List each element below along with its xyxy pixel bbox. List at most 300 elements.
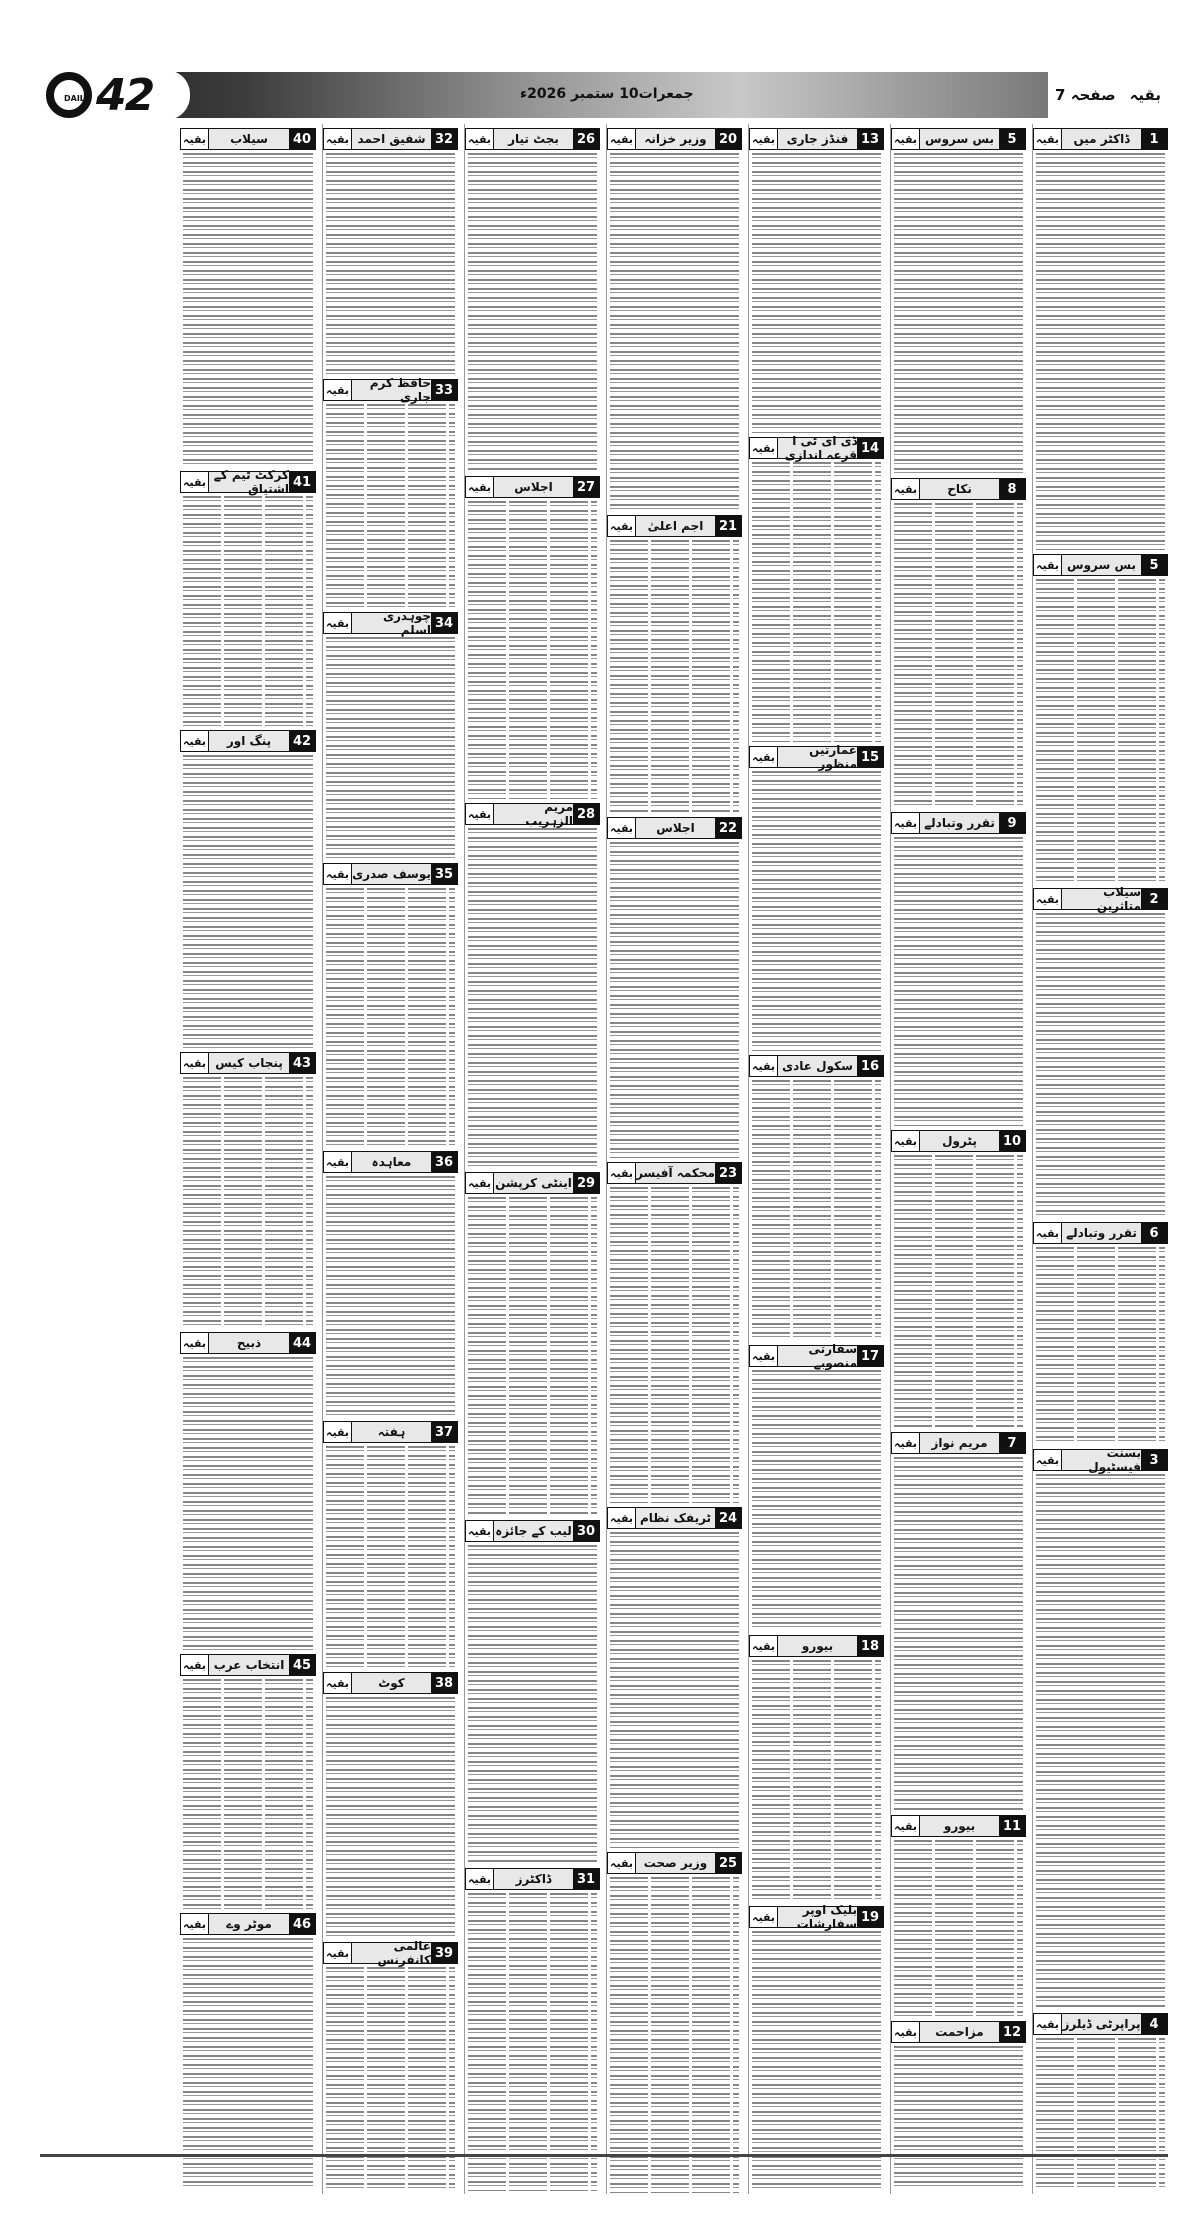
article-body-text	[183, 1357, 313, 1650]
article-heading	[607, 1162, 742, 1184]
article-number: 37	[431, 1422, 457, 1442]
continued-label: بقیہ	[324, 1152, 352, 1172]
issue-date: جمعرات10 ستمبر 2026ء	[520, 86, 694, 102]
article-heading	[1033, 128, 1168, 150]
article-body-text	[610, 1877, 739, 2193]
article-number: 14	[857, 438, 883, 458]
article-body-text	[326, 1176, 455, 1417]
column-7	[180, 124, 316, 2194]
article-body-text	[468, 1893, 597, 2191]
article-title: بسنت فیسٹیول	[1062, 1450, 1141, 1470]
article-title: حافظ کرم جاری	[352, 380, 431, 400]
article-number: 3	[1141, 1450, 1167, 1470]
continued-label: بقیہ	[750, 1346, 778, 1366]
article-continuation	[465, 1868, 600, 2191]
article-continuation	[749, 1342, 884, 1631]
continued-label: بقیہ	[1034, 1223, 1062, 1243]
continued-label: بقیہ	[608, 129, 636, 149]
article-body-text	[610, 153, 739, 511]
article-continuation	[180, 1052, 316, 1328]
article-body-text	[1036, 1474, 1165, 2009]
article-heading	[891, 128, 1026, 150]
article-title: وزیر خزانہ	[636, 129, 715, 149]
continued-label: بقیہ	[466, 129, 494, 149]
article-heading	[180, 468, 316, 496]
article-body-text	[183, 1938, 313, 2189]
article-heading	[465, 1520, 600, 1542]
article-title: ٹریفک نظام	[636, 1508, 715, 1528]
article-number: 11	[999, 1816, 1025, 1836]
article-title: ڈاکٹر میں	[1062, 129, 1141, 149]
article-heading	[749, 743, 884, 771]
article-body-text	[610, 540, 739, 813]
article-number: 27	[573, 477, 599, 497]
article-continuation	[607, 1162, 742, 1503]
continued-label: بقیہ	[892, 2022, 920, 2042]
article-continuation	[607, 1852, 742, 2193]
article-number: 40	[289, 129, 315, 149]
article-heading	[891, 478, 1026, 500]
article-number: 4	[1141, 2014, 1167, 2034]
article-heading	[607, 817, 742, 839]
article-heading	[607, 1507, 742, 1529]
article-continuation	[891, 1815, 1026, 2017]
article-number: 8	[999, 479, 1025, 499]
article-number: 45	[289, 1655, 315, 1675]
continued-label: بقیہ	[892, 479, 920, 499]
article-heading	[323, 128, 458, 150]
article-heading	[749, 128, 884, 150]
continued-label: بقیہ	[892, 813, 920, 833]
article-body-text	[752, 1080, 881, 1341]
article-continuation	[465, 800, 600, 1168]
article-heading	[180, 1052, 316, 1074]
article-number: 13	[857, 129, 883, 149]
article-number: 43	[289, 1053, 315, 1073]
article-body-text	[752, 153, 881, 433]
article-number: 39	[431, 1943, 457, 1963]
article-body-text	[468, 828, 597, 1168]
article-body-text	[326, 404, 455, 608]
article-heading	[749, 434, 884, 462]
logo-number: 42	[96, 69, 154, 121]
article-body-text	[468, 1197, 597, 1516]
article-heading	[891, 2021, 1026, 2043]
article-continuation	[891, 812, 1026, 1126]
article-body-text	[326, 1697, 455, 1938]
article-body-text	[1036, 2038, 1165, 2190]
article-body-text	[752, 771, 881, 1051]
article-body-text	[326, 153, 455, 375]
continued-label: بقیہ	[750, 1907, 778, 1927]
article-continuation	[323, 1939, 458, 2189]
continued-label: بقیہ	[466, 1521, 494, 1541]
article-number: 20	[715, 129, 741, 149]
continued-label: بقیہ	[1034, 2014, 1062, 2034]
article-body-text	[183, 496, 313, 726]
article-title: اینٹی کرپشن	[494, 1173, 573, 1193]
article-continuation	[1033, 128, 1168, 550]
article-heading	[465, 476, 600, 498]
continued-label: بقیہ	[181, 1914, 209, 1934]
article-number: 30	[573, 1521, 599, 1541]
article-continuation	[180, 1913, 316, 2189]
article-number: 7	[999, 1433, 1025, 1453]
article-number: 26	[573, 129, 599, 149]
logo-daily-text: DAILY	[64, 94, 90, 103]
article-title: یوسف صدری	[352, 864, 431, 884]
continued-label: بقیہ	[181, 731, 209, 751]
section-label: بقیہ	[1129, 86, 1161, 104]
article-heading	[891, 1432, 1026, 1454]
continued-label: بقیہ	[324, 380, 352, 400]
article-title: تقرر وتبادلے	[1062, 1223, 1141, 1243]
article-number: 5	[1141, 555, 1167, 575]
article-heading	[323, 1672, 458, 1694]
article-title: سیلاب متاثرین	[1062, 889, 1141, 909]
article-title: پٹرول	[920, 1131, 999, 1151]
article-title: فنڈز جاری	[778, 129, 857, 149]
article-number: 41	[289, 472, 315, 492]
continued-label: بقیہ	[324, 613, 352, 633]
article-heading	[1033, 554, 1168, 576]
continued-label: بقیہ	[1034, 129, 1062, 149]
column-4	[606, 124, 742, 2194]
article-title: سیلاب	[209, 129, 289, 149]
article-title: مریم نواز	[920, 1433, 999, 1453]
article-title: ڈی ای ٹی ا قرعہ اندازی	[778, 438, 857, 458]
article-number: 21	[715, 516, 741, 536]
article-continuation	[323, 128, 458, 375]
continued-label: بقیہ	[750, 1636, 778, 1656]
continued-label: بقیہ	[608, 1163, 636, 1183]
article-body-text	[894, 837, 1023, 1126]
article-continuation	[1033, 885, 1168, 1218]
article-continuation	[891, 128, 1026, 474]
column-6	[322, 124, 458, 2194]
article-body-text	[1036, 579, 1165, 884]
article-continuation	[180, 128, 316, 467]
article-heading	[465, 1172, 600, 1194]
article-continuation	[323, 609, 458, 859]
article-body-text	[752, 1370, 881, 1631]
article-heading	[1033, 1446, 1168, 1474]
article-number: 18	[857, 1636, 883, 1656]
continued-label: بقیہ	[324, 864, 352, 884]
column-1	[1032, 124, 1168, 2194]
continued-label: بقیہ	[324, 1943, 352, 1963]
article-heading	[180, 730, 316, 752]
article-title: بس سروس	[920, 129, 999, 149]
article-number: 2	[1141, 889, 1167, 909]
article-body-text	[752, 1931, 881, 2192]
article-body-text	[183, 153, 313, 467]
article-title: بلیک اوپر سفارشات	[778, 1907, 857, 1927]
article-body-text	[468, 501, 597, 799]
continued-label: بقیہ	[1034, 889, 1062, 909]
continued-label: بقیہ	[466, 1173, 494, 1193]
article-continuation	[323, 376, 458, 608]
article-number: 36	[431, 1152, 457, 1172]
article-body-text	[468, 153, 597, 472]
article-heading	[323, 1151, 458, 1173]
continued-label: بقیہ	[892, 129, 920, 149]
article-continuation	[323, 1421, 458, 1668]
article-number: 35	[431, 864, 457, 884]
article-columns	[40, 124, 1168, 2194]
article-title: سفارتی منصوبے	[778, 1346, 857, 1366]
article-heading	[607, 1852, 742, 1874]
article-heading	[465, 1868, 600, 1890]
footer-rule	[40, 2154, 1168, 2157]
article-body-text	[326, 637, 455, 859]
article-heading	[323, 376, 458, 404]
continued-label: بقیہ	[1034, 555, 1062, 575]
article-title: شفیق احمد	[352, 129, 431, 149]
article-heading	[1033, 1222, 1168, 1244]
article-continuation	[891, 478, 1026, 808]
article-continuation	[180, 730, 316, 1048]
article-heading	[465, 800, 600, 828]
article-body-text	[183, 755, 313, 1048]
article-continuation	[749, 743, 884, 1051]
article-heading	[465, 128, 600, 150]
article-number: 15	[857, 747, 883, 767]
article-continuation	[749, 128, 884, 433]
article-continuation	[465, 1520, 600, 1864]
article-body-text	[1036, 913, 1165, 1218]
article-heading	[1033, 2013, 1168, 2035]
article-number: 25	[715, 1853, 741, 1873]
newspaper-page	[40, 69, 1168, 2202]
article-body-text	[183, 1679, 313, 1909]
article-number: 44	[289, 1333, 315, 1353]
article-continuation	[891, 2021, 1026, 2190]
article-number: 29	[573, 1173, 599, 1193]
article-continuation	[180, 1332, 316, 1650]
article-title: انتخاب عرب	[209, 1655, 289, 1675]
article-title: پراپرٹی ڈیلرز	[1062, 2014, 1141, 2034]
article-number: 16	[857, 1056, 883, 1076]
daily-42-logo	[40, 70, 190, 120]
continued-label: بقیہ	[608, 1508, 636, 1528]
article-body-text	[183, 1077, 313, 1328]
article-title: معاہدہ	[352, 1152, 431, 1172]
article-body-text	[894, 1457, 1023, 1811]
article-continuation	[465, 128, 600, 472]
article-title: ہفتہ	[352, 1422, 431, 1442]
article-title: اجلاس	[494, 477, 573, 497]
article-title: عالمی کانفرنس	[352, 1943, 431, 1963]
masthead	[40, 69, 1168, 121]
article-body-text	[610, 1187, 739, 1503]
continued-label: بقیہ	[750, 1056, 778, 1076]
article-title: پنگ اور	[209, 731, 289, 751]
article-body-text	[894, 1155, 1023, 1428]
page-number-label: صفحہ 7	[1055, 86, 1116, 104]
article-number: 23	[715, 1163, 741, 1183]
article-title: اجم اعلیٰ	[636, 516, 715, 536]
continued-label: بقیہ	[750, 747, 778, 767]
continued-label: بقیہ	[892, 1433, 920, 1453]
logo-circle-mark	[46, 72, 92, 118]
article-continuation	[607, 1507, 742, 1848]
article-continuation	[180, 468, 316, 726]
continued-label: بقیہ	[324, 1673, 352, 1693]
article-body-text	[326, 1446, 455, 1668]
article-number: 38	[431, 1673, 457, 1693]
article-title: کوٹ	[352, 1673, 431, 1693]
article-title: ڈاکٹرز	[494, 1869, 573, 1889]
article-title: پنجاب کیس	[209, 1053, 289, 1073]
article-title: بیورو	[920, 1816, 999, 1836]
article-continuation	[1033, 554, 1168, 884]
article-number: 22	[715, 818, 741, 838]
article-body-text	[468, 1545, 597, 1864]
article-continuation	[749, 434, 884, 742]
article-continuation	[323, 1672, 458, 1938]
article-heading	[749, 1342, 884, 1370]
article-number: 1	[1141, 129, 1167, 149]
article-title: نکاح	[920, 479, 999, 499]
article-heading	[323, 1939, 458, 1967]
page-marker	[1048, 72, 1168, 118]
article-continuation	[891, 1130, 1026, 1428]
article-continuation	[607, 817, 742, 1158]
article-number: 10	[999, 1131, 1025, 1151]
column-5	[464, 124, 600, 2194]
article-continuation	[323, 863, 458, 1147]
continued-label: بقیہ	[608, 1853, 636, 1873]
article-body-text	[894, 1840, 1023, 2017]
article-continuation	[749, 1903, 884, 2192]
article-number: 28	[573, 804, 599, 824]
article-heading	[607, 128, 742, 150]
continued-label: بقیہ	[892, 1131, 920, 1151]
article-body-text	[1036, 153, 1165, 550]
article-number: 5	[999, 129, 1025, 149]
article-number: 17	[857, 1346, 883, 1366]
article-number: 32	[431, 129, 457, 149]
article-title: کرکٹ ٹیم کے اشتیاق	[209, 472, 289, 492]
article-title: موٹر وے	[209, 1914, 289, 1934]
article-body-text	[894, 503, 1023, 808]
article-number: 6	[1141, 1223, 1167, 1243]
article-heading	[749, 1635, 884, 1657]
article-heading	[1033, 885, 1168, 913]
article-body-text	[326, 888, 455, 1147]
article-title: اجلاس	[636, 818, 715, 838]
article-continuation	[749, 1055, 884, 1341]
article-body-text	[610, 842, 739, 1158]
column-3	[748, 124, 884, 2194]
article-title: وزیر صحت	[636, 1853, 715, 1873]
article-number: 33	[431, 380, 457, 400]
continued-label: بقیہ	[181, 1655, 209, 1675]
article-title: چوہدری اسلم	[352, 613, 431, 633]
article-continuation	[1033, 2013, 1168, 2190]
article-title: بس سروس	[1062, 555, 1141, 575]
article-continuation	[607, 128, 742, 511]
continued-label: بقیہ	[181, 1053, 209, 1073]
article-body-text	[894, 2046, 1023, 2190]
article-continuation	[180, 1654, 316, 1909]
article-number: 31	[573, 1869, 599, 1889]
continued-label: بقیہ	[466, 1869, 494, 1889]
continued-label: بقیہ	[466, 804, 494, 824]
article-continuation	[465, 1172, 600, 1516]
continued-label: بقیہ	[1034, 1450, 1062, 1470]
article-heading	[749, 1903, 884, 1931]
article-continuation	[607, 515, 742, 813]
article-continuation	[891, 1432, 1026, 1811]
article-title: محکمہ آفیسر	[636, 1163, 715, 1183]
article-title: عمارتیں منظور	[778, 747, 857, 767]
continued-label: بقیہ	[181, 129, 209, 149]
article-body-text	[610, 1532, 739, 1848]
article-title: تقرر وتبادلے	[920, 813, 999, 833]
article-body-text	[894, 153, 1023, 474]
article-title: لیب کے جائزہ	[494, 1521, 573, 1541]
article-heading	[180, 128, 316, 150]
article-heading	[607, 515, 742, 537]
article-title: مریم الزہریب	[494, 804, 573, 824]
continued-label: بقیہ	[466, 477, 494, 497]
article-body-text	[752, 462, 881, 742]
article-heading	[323, 609, 458, 637]
continued-label: بقیہ	[750, 129, 778, 149]
article-title: سکول عادی	[778, 1056, 857, 1076]
article-title: مزاحمت	[920, 2022, 999, 2042]
article-number: 46	[289, 1914, 315, 1934]
article-continuation	[1033, 1446, 1168, 2009]
article-continuation	[1033, 1222, 1168, 1445]
article-heading	[891, 1815, 1026, 1837]
article-number: 12	[999, 2022, 1025, 2042]
article-heading	[749, 1055, 884, 1077]
continued-label: بقیہ	[324, 129, 352, 149]
article-number: 24	[715, 1508, 741, 1528]
continued-label: بقیہ	[181, 1333, 209, 1353]
article-number: 34	[431, 613, 457, 633]
article-number: 19	[857, 1907, 883, 1927]
article-heading	[180, 1913, 316, 1935]
article-heading	[323, 1421, 458, 1443]
continued-label: بقیہ	[608, 516, 636, 536]
article-continuation	[323, 1151, 458, 1417]
article-continuation	[465, 476, 600, 799]
article-heading	[180, 1332, 316, 1354]
article-number: 9	[999, 813, 1025, 833]
article-title: بجٹ تیار	[494, 129, 573, 149]
continued-label: بقیہ	[608, 818, 636, 838]
article-heading	[323, 863, 458, 885]
column-2	[890, 124, 1026, 2194]
article-body-text	[752, 1660, 881, 1902]
article-number: 42	[289, 731, 315, 751]
article-continuation	[749, 1635, 884, 1902]
article-title: ذبیح	[209, 1333, 289, 1353]
article-heading	[180, 1654, 316, 1676]
continued-label: بقیہ	[181, 472, 209, 492]
article-body-text	[1036, 1247, 1165, 1445]
article-heading	[891, 1130, 1026, 1152]
continued-label: بقیہ	[324, 1422, 352, 1442]
continued-label: بقیہ	[892, 1816, 920, 1836]
article-title: بیورو	[778, 1636, 857, 1656]
article-heading	[891, 812, 1026, 834]
continued-label: بقیہ	[750, 438, 778, 458]
